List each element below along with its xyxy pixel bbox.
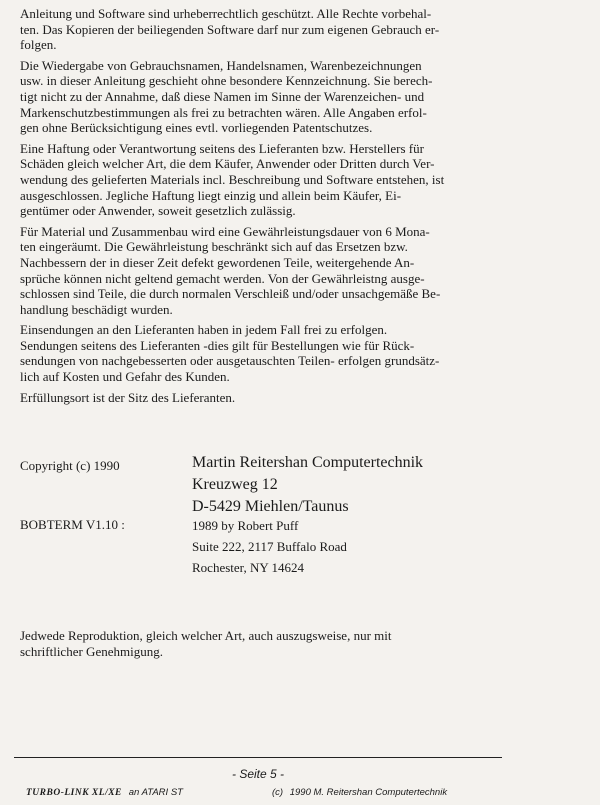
text-line: Schäden gleich welcher Art, die dem Käufer, Anwender oder Dritten durch Ver-: [20, 156, 435, 172]
address-line: Kreuzweg 12: [192, 476, 278, 493]
address-line: 1989 by Robert Puff: [192, 518, 299, 533]
legal-text: [20, 6, 586, 410]
text-line: Eine Haftung oder Verantwortung seitens des Lieferanten bzw. Herstellers für: [20, 140, 424, 156]
text-line: Die Wiedergabe von Gebrauchsnamen, Handelsnamen, Warenbezeichnungen: [20, 57, 422, 73]
text-line: ausgeschlossen. Jegliche Haftung liegt einzig und allein beim Käufer, Ei-: [20, 187, 402, 203]
copyright-address: [192, 452, 423, 518]
footer-divider: [14, 757, 502, 758]
text-line: handlung beschädigt wurden.: [20, 301, 173, 317]
paragraph-copyright: [20, 6, 586, 53]
text-line: sendungen von nachgebesserten oder ausgetauschten Teilen- erfolgen grundsätz-: [20, 353, 440, 369]
paragraph-jurisdiction: [20, 390, 586, 406]
paragraph-liability: [20, 141, 586, 219]
text-line: Einsendungen an den Lieferanten haben in jedem Fall frei zu erfolgen.: [20, 322, 388, 338]
copyright-text: 1990 M. Reitershan Computertechnik: [289, 787, 448, 798]
reproduction-notice: [20, 628, 494, 660]
text-line: gen ohne Berücksichtigung eines evtl. vorliegenden Patentschutzes.: [20, 120, 373, 136]
address-line: Martin Reitershan Computertechnik: [192, 454, 424, 471]
address-line: Suite 222, 2117 Buffalo Road: [192, 539, 347, 554]
text-line: sprüche können nicht geltend gemacht werden. Von der Gewährleistng ausge-: [20, 270, 425, 286]
footer-copyright: [272, 787, 447, 798]
text-line: usw. in dieser Anleitung geschieht ohne besondere Kennzeichnung. Sie berech-: [20, 73, 433, 89]
text-line: Jedwede Reproduktion, gleich welcher Art, auch auszugsweise, nur mit: [20, 628, 392, 643]
text-line: tigt nicht zu der Annahme, daß diese Namen im Sinne der Warenzeichen- und: [20, 88, 425, 104]
text-line: Anleitung und Software sind urheberrechtlich geschützt. Alle Rechte vorbehal-: [20, 6, 432, 21]
bobterm-label: BOBTERM V1.10 :: [20, 517, 125, 532]
text-line: Erfüllungsort ist der Sitz des Lieferanten.: [20, 389, 236, 405]
text-line: Für Material und Zusammenbau wird eine Gewährleistungsdauer von 6 Mona-: [20, 223, 430, 239]
text-line: Sendungen seitens des Lieferanten -dies gilt für Bestellungen wie für Rück-: [20, 337, 415, 353]
copyright-mark: (c): [272, 787, 284, 798]
text-line: folgen.: [20, 37, 57, 53]
bobterm-address: [192, 515, 347, 578]
text-line: schlossen sind Teile, die durch normalen Verschleiß und/oder unsachgemäße Be-: [20, 286, 441, 302]
text-line: schriftlicher Genehmigung.: [20, 644, 163, 659]
text-line: ten. Das Kopieren der beiliegenden Software darf nur zum eigenen Gebrauch er-: [20, 21, 440, 37]
paragraph-trademarks: [20, 58, 586, 136]
paragraph-shipping: [20, 322, 586, 384]
text-line: Markenschutzbestimmungen als frei zu betrachten wären. Alle Angaben erfol-: [20, 104, 427, 120]
text-line: ten eingeräumt. Die Gewährleistung beschränkt sich auf das Ersetzen bzw.: [20, 239, 408, 255]
address-line: Rochester, NY 14624: [192, 560, 305, 575]
page-number: - Seite 5 -: [231, 767, 285, 781]
text-line: Nachbessern der in dieser Zeit defekt gewordenen Teile, weitergehende An-: [20, 254, 415, 270]
product-platform: an ATARI ST: [128, 787, 183, 798]
text-line: lich auf Kosten und Gefahr des Kunden.: [20, 369, 230, 385]
copyright-label: Copyright (c) 1990: [20, 458, 120, 473]
paragraph-warranty: [20, 224, 586, 318]
text-line: wendung des gelieferten Materials incl. Beschreibung und Software entstehen, ist: [20, 171, 445, 187]
product-name: TURBO-LINK XL/XE: [26, 788, 122, 798]
footer-product: [26, 787, 183, 798]
text-line: gentümer oder Anwender, soweit gesetzlich zulässig.: [20, 203, 296, 219]
address-line: D-5429 Miehlen/Taunus: [192, 498, 349, 515]
